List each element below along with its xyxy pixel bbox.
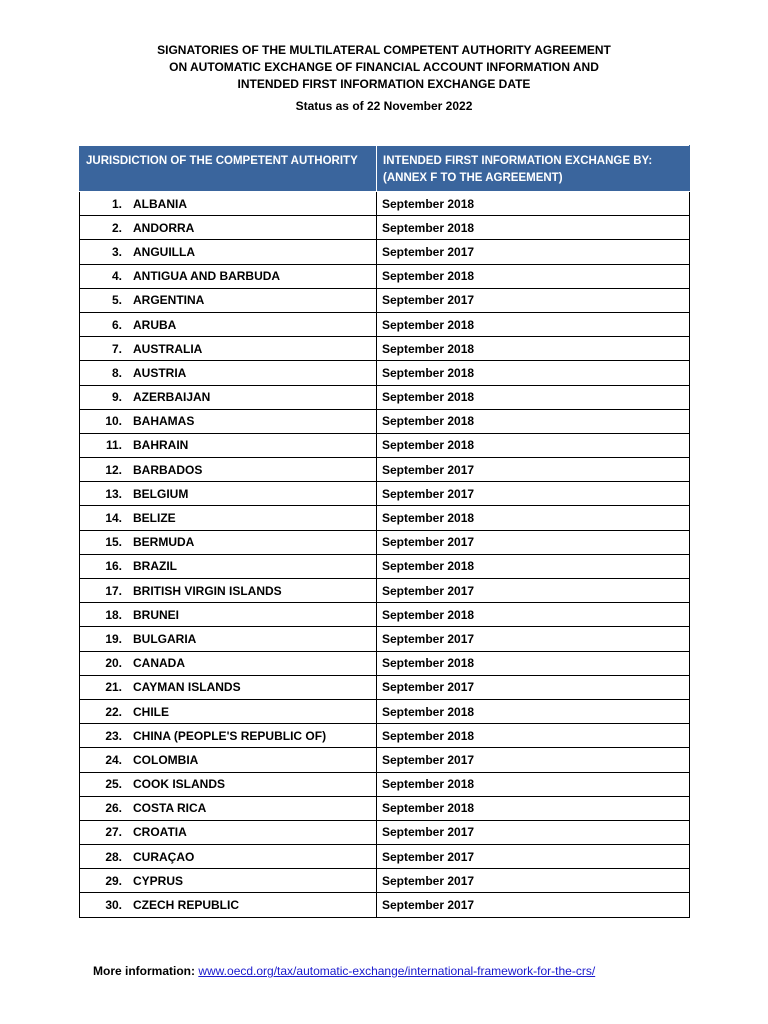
title-line-1: SIGNATORIES OF THE MULTILATERAL COMPETENT AUTHORITY AGREEMENT — [157, 43, 611, 57]
exchange-date-cell: September 2018 — [377, 796, 690, 820]
row-number: 8. — [111, 365, 122, 380]
status-date: Status as of 22 November 2022 — [295, 99, 473, 113]
jurisdiction-name: AUSTRALIA — [133, 341, 203, 356]
jurisdiction-name: BRAZIL — [133, 559, 177, 574]
table-row — [80, 869, 690, 893]
table-row — [80, 579, 690, 603]
jurisdiction-name: BULGARIA — [133, 631, 197, 646]
column-header-exchange-date — [377, 146, 690, 192]
row-number: 22. — [105, 704, 122, 719]
row-number: 18. — [105, 607, 122, 622]
row-number: 4. — [111, 269, 122, 284]
jurisdiction-name: BARBADOS — [133, 462, 203, 477]
footer-label: More information: — [93, 964, 195, 978]
row-number: 15. — [105, 535, 122, 550]
jurisdiction-name: ANGUILLA — [133, 244, 195, 259]
jurisdiction-cell — [80, 627, 377, 651]
row-number: 23. — [105, 728, 122, 743]
row-number: 6. — [111, 317, 122, 332]
table-row — [80, 796, 690, 820]
table-row — [80, 312, 690, 336]
exchange-date-cell: September 2017 — [377, 820, 690, 844]
row-number: 9. — [111, 390, 122, 405]
jurisdiction-cell — [80, 699, 377, 723]
row-number: 20. — [105, 656, 122, 671]
row-number: 14. — [105, 511, 122, 526]
table-body — [80, 192, 690, 918]
exchange-date-cell: September 2018 — [377, 361, 690, 385]
jurisdiction-cell — [80, 651, 377, 675]
oecd-crs-link[interactable]: www.oecd.org/tax/automatic-exchange/international-framework-for-the-crs/ — [198, 964, 596, 978]
column-header-exchange-date-line2: (ANNEX F TO THE AGREEMENT) — [383, 172, 563, 184]
exchange-date-cell: September 2018 — [377, 651, 690, 675]
table-row — [80, 240, 690, 264]
jurisdiction-name: CURAÇAO — [133, 849, 195, 864]
jurisdiction-name: BERMUDA — [133, 535, 195, 550]
exchange-date-cell: September 2018 — [377, 312, 690, 336]
table-row — [80, 651, 690, 675]
jurisdiction-name: ANDORRA — [133, 220, 195, 235]
column-header-jurisdiction-label: JURISDICTION OF THE COMPETENT AUTHORITY — [86, 155, 358, 167]
table-row — [80, 409, 690, 433]
exchange-date-cell: September 2018 — [377, 192, 690, 216]
jurisdiction-cell — [80, 820, 377, 844]
table-row — [80, 772, 690, 796]
jurisdiction-cell — [80, 192, 377, 216]
exchange-date-cell: September 2017 — [377, 627, 690, 651]
exchange-date-cell: September 2018 — [377, 433, 690, 457]
table-row — [80, 216, 690, 240]
jurisdiction-cell — [80, 506, 377, 530]
jurisdiction-name: BRITISH VIRGIN ISLANDS — [133, 583, 282, 598]
jurisdiction-cell — [80, 554, 377, 578]
exchange-date-cell: September 2018 — [377, 772, 690, 796]
jurisdiction-name: CZECH REPUBLIC — [133, 898, 240, 913]
exchange-date-cell: September 2018 — [377, 337, 690, 361]
exchange-date-cell: September 2018 — [377, 603, 690, 627]
jurisdiction-cell — [80, 579, 377, 603]
exchange-date-cell: September 2018 — [377, 264, 690, 288]
title-line-3: INTENDED FIRST INFORMATION EXCHANGE DATE — [237, 77, 531, 91]
jurisdiction-name: BRUNEI — [133, 607, 180, 622]
table-row — [80, 893, 690, 917]
exchange-date-cell: September 2017 — [377, 748, 690, 772]
table-row — [80, 627, 690, 651]
jurisdiction-name: CANADA — [133, 656, 185, 671]
exchange-date-cell: September 2017 — [377, 579, 690, 603]
table-row — [80, 458, 690, 482]
jurisdiction-name: COOK ISLANDS — [133, 777, 226, 792]
row-number: 29. — [105, 873, 122, 888]
row-number: 13. — [105, 486, 122, 501]
jurisdiction-name: AZERBAIJAN — [133, 390, 211, 405]
jurisdiction-cell — [80, 240, 377, 264]
table-row — [80, 385, 690, 409]
table-row — [80, 264, 690, 288]
row-number: 25. — [105, 777, 122, 792]
jurisdiction-cell — [80, 482, 377, 506]
jurisdiction-name: COLOMBIA — [133, 752, 199, 767]
jurisdiction-cell — [80, 458, 377, 482]
jurisdiction-name: ARGENTINA — [133, 293, 205, 308]
document-title — [0, 42, 768, 93]
jurisdiction-name: ALBANIA — [133, 196, 187, 211]
row-number: 1. — [111, 196, 122, 211]
row-number: 28. — [105, 849, 122, 864]
row-number: 16. — [105, 559, 122, 574]
jurisdiction-cell — [80, 603, 377, 627]
table-row — [80, 433, 690, 457]
table-row — [80, 724, 690, 748]
jurisdiction-cell — [80, 264, 377, 288]
row-number: 19. — [105, 631, 122, 646]
footer — [93, 964, 595, 978]
jurisdiction-name: BELIZE — [133, 511, 176, 526]
table-row — [80, 337, 690, 361]
exchange-date-cell: September 2017 — [377, 288, 690, 312]
exchange-date-cell: September 2017 — [377, 530, 690, 554]
table-row — [80, 482, 690, 506]
jurisdiction-cell — [80, 385, 377, 409]
jurisdiction-name: CHINA (PEOPLE'S REPUBLIC OF) — [133, 728, 327, 743]
exchange-date-cell: September 2017 — [377, 893, 690, 917]
jurisdiction-name: BAHAMAS — [133, 414, 195, 429]
row-number: 17. — [105, 583, 122, 598]
jurisdiction-name: COSTA RICA — [133, 801, 207, 816]
jurisdiction-cell — [80, 216, 377, 240]
exchange-date-cell: September 2018 — [377, 506, 690, 530]
table-row — [80, 699, 690, 723]
row-number: 7. — [111, 341, 122, 356]
jurisdiction-cell — [80, 361, 377, 385]
table-row — [80, 845, 690, 869]
table-row — [80, 506, 690, 530]
row-number: 5. — [111, 293, 122, 308]
jurisdiction-cell — [80, 772, 377, 796]
exchange-date-cell: September 2018 — [377, 409, 690, 433]
jurisdiction-name: ANTIGUA AND BARBUDA — [133, 269, 281, 284]
table-row — [80, 288, 690, 312]
table-row — [80, 675, 690, 699]
row-number: 11. — [105, 438, 122, 453]
row-number: 3. — [111, 244, 122, 259]
exchange-date-cell: September 2017 — [377, 845, 690, 869]
jurisdiction-name: BAHRAIN — [133, 438, 189, 453]
row-number: 24. — [105, 752, 122, 767]
jurisdiction-cell — [80, 337, 377, 361]
jurisdiction-cell — [80, 409, 377, 433]
jurisdiction-cell — [80, 288, 377, 312]
exchange-date-cell: September 2017 — [377, 458, 690, 482]
table-row — [80, 820, 690, 844]
exchange-date-cell: September 2017 — [377, 675, 690, 699]
table-row — [80, 748, 690, 772]
table-row — [80, 554, 690, 578]
row-number: 30. — [105, 898, 122, 913]
table-row — [80, 361, 690, 385]
column-header-exchange-date-line1: INTENDED FIRST INFORMATION EXCHANGE BY: — [383, 155, 653, 167]
jurisdiction-cell — [80, 433, 377, 457]
exchange-date-cell: September 2018 — [377, 724, 690, 748]
exchange-date-cell: September 2017 — [377, 482, 690, 506]
table-header-row — [80, 146, 690, 192]
jurisdiction-cell — [80, 675, 377, 699]
row-number: 10. — [105, 414, 122, 429]
table-row — [80, 530, 690, 554]
signatories-table — [79, 145, 690, 918]
row-number: 2. — [111, 220, 122, 235]
jurisdiction-cell — [80, 796, 377, 820]
row-number: 27. — [105, 825, 122, 840]
row-number: 12. — [105, 462, 122, 477]
jurisdiction-name: ARUBA — [133, 317, 177, 332]
exchange-date-cell: September 2018 — [377, 554, 690, 578]
row-number: 26. — [105, 801, 122, 816]
exchange-date-cell: September 2017 — [377, 869, 690, 893]
column-header-jurisdiction — [80, 146, 377, 192]
jurisdiction-cell — [80, 724, 377, 748]
table-row — [80, 603, 690, 627]
jurisdiction-name: CAYMAN ISLANDS — [133, 680, 241, 695]
jurisdiction-cell — [80, 748, 377, 772]
jurisdiction-name: CYPRUS — [133, 873, 184, 888]
jurisdiction-cell — [80, 893, 377, 917]
jurisdiction-name: AUSTRIA — [133, 365, 187, 380]
jurisdiction-cell — [80, 869, 377, 893]
jurisdiction-cell — [80, 530, 377, 554]
exchange-date-cell: September 2018 — [377, 385, 690, 409]
exchange-date-cell: September 2018 — [377, 699, 690, 723]
exchange-date-cell: September 2018 — [377, 216, 690, 240]
row-number: 21. — [105, 680, 122, 695]
jurisdiction-name: CHILE — [133, 704, 169, 719]
jurisdiction-cell — [80, 845, 377, 869]
table-row — [80, 192, 690, 216]
title-line-2: ON AUTOMATIC EXCHANGE OF FINANCIAL ACCOUNT INFORMATION AND — [169, 60, 599, 74]
jurisdiction-name: CROATIA — [133, 825, 187, 840]
jurisdiction-name: BELGIUM — [133, 486, 189, 501]
exchange-date-cell: September 2017 — [377, 240, 690, 264]
jurisdiction-cell — [80, 312, 377, 336]
